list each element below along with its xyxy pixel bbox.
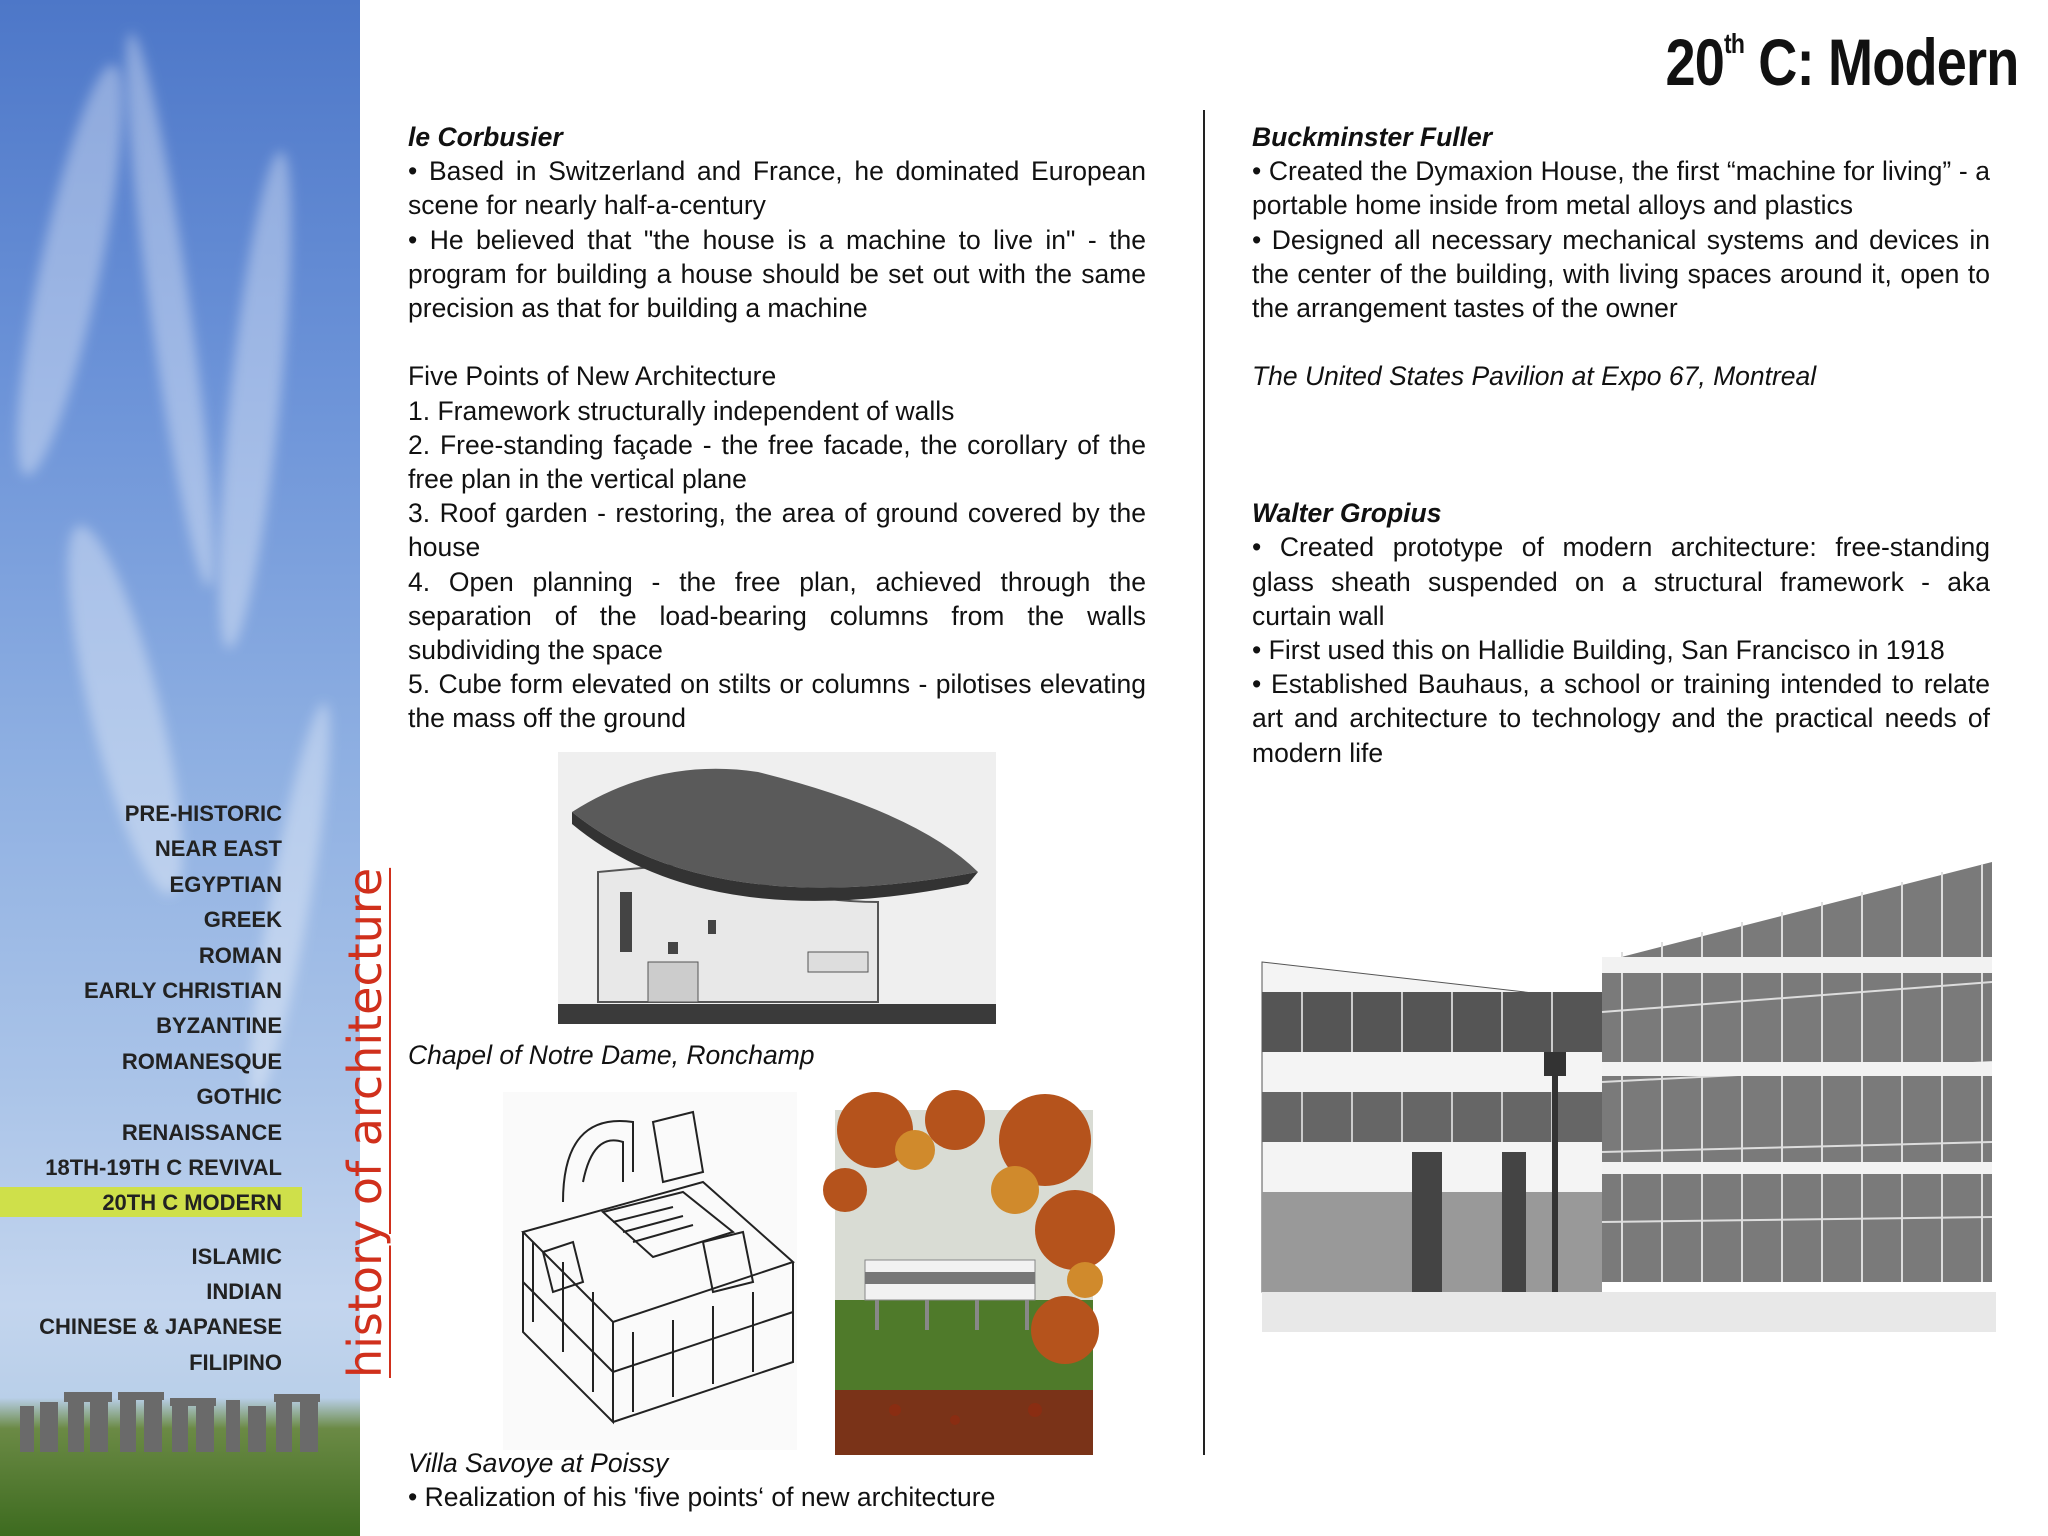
sky-streak bbox=[0, 58, 143, 481]
vertical-title: history of architecture bbox=[338, 867, 392, 1378]
nav-item-romanesque[interactable]: ROMANESQUE bbox=[121, 1048, 282, 1074]
fuller-heading: Buckminster Fuller bbox=[1252, 122, 1493, 152]
sidebar bbox=[0, 0, 392, 1536]
gropius-bullet: • Established Bauhaus, a school or training intended to relate art and architecture to technology and the practical needs of modern life bbox=[1252, 669, 1990, 768]
sky-streak bbox=[204, 149, 306, 651]
villa-savoye-note: • Realization of his 'five points‘ of new architecture bbox=[408, 1482, 996, 1512]
five-point-item: 4. Open planning - the free plan, achieved through the separation of the load-bearing columns from the walls subdividing the space bbox=[408, 566, 1146, 666]
nav-item-chinese-japanese[interactable]: CHINESE & JAPANESE bbox=[39, 1314, 282, 1340]
five-point-item: 3. Roof garden - restoring, the area of ground covered by the house bbox=[408, 498, 1146, 563]
five-point-item: 5. Cube form elevated on stilts or columns - pilotises elevating the mass off the ground bbox=[408, 669, 1146, 734]
stonehenge-illustration bbox=[20, 1392, 340, 1454]
nav-item-indian[interactable]: INDIAN bbox=[206, 1279, 282, 1305]
five-point-item: 1. Framework structurally independent of walls bbox=[408, 395, 955, 426]
gropius-bullet: • Created prototype of modern architecture: free-standing glass sheath suspended on a structural framework - aka curtain wall bbox=[1252, 532, 1990, 631]
nav-item-egyptian[interactable]: EGYPTIAN bbox=[169, 871, 282, 897]
page-title: 20th C: Modern bbox=[1664, 25, 2018, 99]
fuller-bullet: • Created the Dymaxion House, the first “machine for living” - a portable home inside from metal alloys and plastics bbox=[1252, 156, 1990, 221]
sky-streak bbox=[111, 30, 229, 590]
villa-savoye-caption: Villa Savoye at Poissy bbox=[408, 1448, 669, 1478]
five-point-item: 2. Free-standing façade - the free facade, the corollary of the free plan in the vertical plane bbox=[408, 429, 1146, 495]
gropius-bullet: • First used this on Hallidie Building, San Francisco in 1918 bbox=[1252, 634, 1945, 665]
nav-item-gothic[interactable]: GOTHIC bbox=[196, 1084, 282, 1110]
villa-savoye-drawing bbox=[503, 1092, 797, 1450]
right-column-text bbox=[1252, 120, 1990, 770]
nav-item-near-east[interactable]: NEAR EAST bbox=[154, 836, 282, 862]
ronchamp-photo bbox=[558, 752, 996, 1024]
nav-item-byzantine[interactable]: BYZANTINE bbox=[156, 1013, 282, 1039]
fuller-caption: The United States Pavilion at Expo 67, Montreal bbox=[1252, 361, 1817, 392]
nav-item-20th-c-modern[interactable]: 20TH C MODERN bbox=[102, 1190, 282, 1216]
bauhaus-photo bbox=[1262, 862, 1996, 1332]
column-divider bbox=[1203, 110, 1205, 1455]
fuller-bullet: • Designed all necessary mechanical systems and devices in the center of the building, with living spaces around it, open to the arrangement tastes of the owner bbox=[1252, 224, 1990, 324]
sidebar-nav bbox=[39, 796, 282, 1380]
nav-item-renaissance[interactable]: RENAISSANCE bbox=[121, 1119, 282, 1145]
gropius-heading: Walter Gropius bbox=[1252, 498, 1442, 529]
le-corbusier-bullet: • He believed that "the house is a machine to live in" - the program for building a house should be set out with the same precision as that for building a machine bbox=[408, 224, 1146, 324]
nav-item-islamic[interactable]: ISLAMIC bbox=[191, 1243, 282, 1269]
nav-item-greek[interactable]: GREEK bbox=[203, 907, 282, 933]
le-corbusier-heading: le Corbusier bbox=[408, 122, 563, 152]
villa-savoye-photo bbox=[835, 1110, 1093, 1455]
nav-item-early-christian[interactable]: EARLY CHRISTIAN bbox=[83, 977, 282, 1003]
le-corbusier-bullet: • Based in Switzerland and France, he dominated European scene for nearly half-a-century bbox=[408, 156, 1146, 221]
nav-item-revival[interactable]: 18TH-19TH C REVIVAL bbox=[45, 1154, 282, 1180]
ronchamp-caption: Chapel of Notre Dame, Ronchamp bbox=[408, 1040, 815, 1070]
nav-item-pre-historic[interactable]: PRE-HISTORIC bbox=[124, 801, 282, 826]
nav-item-roman[interactable]: ROMAN bbox=[198, 942, 282, 968]
nav-gap bbox=[39, 1221, 282, 1239]
le-corbusier-section bbox=[408, 120, 1146, 736]
nav-item-filipino[interactable]: FILIPINO bbox=[189, 1349, 282, 1375]
five-points-title: Five Points of New Architecture bbox=[408, 361, 777, 392]
